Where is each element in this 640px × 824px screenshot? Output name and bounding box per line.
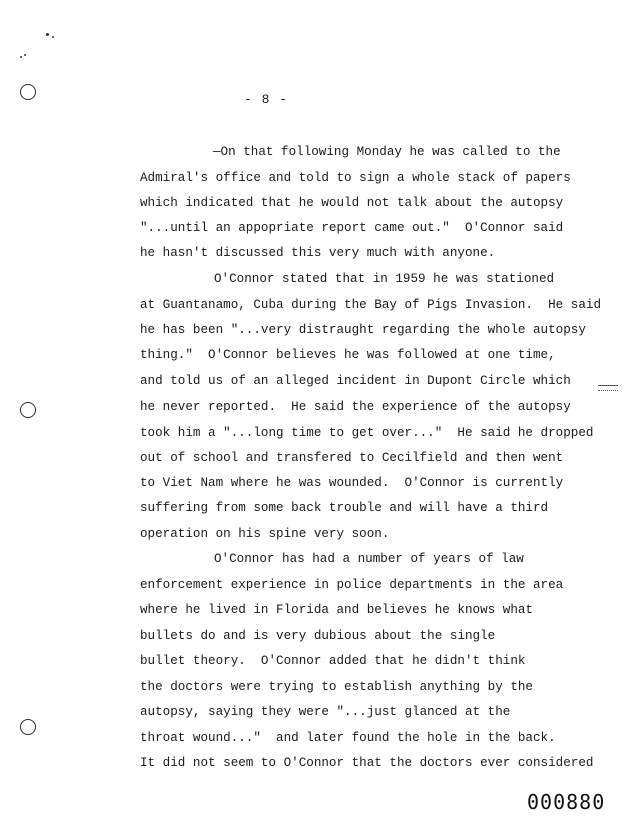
text-line: at Guantanamo, Cuba during the Bay of Pigs Invasion. He said <box>140 298 602 312</box>
text-line: "...until an appopriate report came out." O'Connor said <box>140 221 564 235</box>
punch-hole-top <box>20 84 36 100</box>
text-line: which indicated that he would not talk about the autopsy <box>140 196 564 210</box>
text-line: throat wound..." and later found the hole in the back. <box>140 731 556 745</box>
text-line: Admiral's office and told to sign a whole stack of papers <box>140 171 571 185</box>
text-line: where he lived in Florida and believes he knows what <box>140 603 533 617</box>
text-line: autopsy, saying they were "...just glanced at the <box>140 705 511 719</box>
text-line: to Viet Nam where he was wounded. O'Connor is currently <box>140 476 564 490</box>
margin-mark <box>598 385 618 391</box>
page-number: - 8 - <box>244 92 289 107</box>
bates-number: 000880 <box>527 790 606 814</box>
text-line: the doctors were trying to establish anything by the <box>140 680 533 694</box>
scan-speck <box>46 33 49 36</box>
text-line: he hasn't discussed this very much with anyone. <box>140 246 496 260</box>
text-line: he never reported. He said the experience of the autopsy <box>140 400 571 414</box>
text-line: O'Connor has had a number of years of law <box>214 552 524 566</box>
text-line: thing." O'Connor believes he was followed at one time, <box>140 348 556 362</box>
text-line: he has been "...very distraught regarding the whole autopsy <box>140 323 586 337</box>
text-line: bullets do and is very dubious about the single <box>140 629 496 643</box>
text-line: took him a "...long time to get over..." He said he dropped <box>140 426 594 440</box>
text-line: It did not seem to O'Connor that the doctors ever considered <box>140 756 594 770</box>
text-line: bullet theory. O'Connor added that he didn't think <box>140 654 526 668</box>
punch-hole-middle <box>20 402 36 418</box>
text-line: suffering from some back trouble and will have a third <box>140 501 549 515</box>
text-line: operation on his spine very soon. <box>140 527 390 541</box>
text-line: O'Connor stated that in 1959 he was stationed <box>214 272 555 286</box>
text-line: —On that following Monday he was called to the <box>213 145 561 159</box>
scan-speck <box>52 36 54 38</box>
scan-speck <box>24 54 26 56</box>
text-line: enforcement experience in police departments in the area <box>140 578 564 592</box>
scan-speck <box>20 56 22 58</box>
text-line: out of school and transfered to Cecilfield and then went <box>140 451 564 465</box>
text-line: and told us of an alleged incident in Dupont Circle which <box>140 374 571 388</box>
punch-hole-bottom <box>20 719 36 735</box>
